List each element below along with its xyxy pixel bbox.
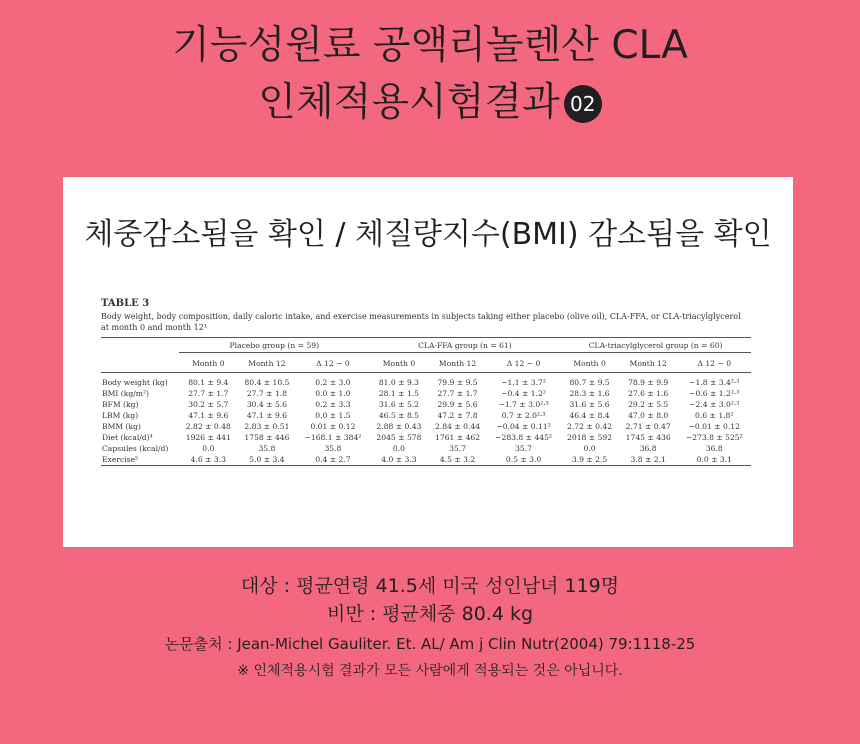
- table-cell: 4.0 ± 3.3: [381, 455, 417, 464]
- sub-header: Month 12: [238, 353, 297, 373]
- table-row: [101, 443, 751, 454]
- row-label: LBM (kg): [102, 411, 139, 420]
- table-cell: 0.0: [392, 444, 405, 453]
- group-header: Placebo group (n = 59): [179, 338, 370, 353]
- table-cell: 2045 ± 578: [376, 433, 422, 442]
- table-cell: 28.1 ± 1.5: [378, 389, 420, 398]
- table-cell: 3.8 ± 2.1: [630, 455, 666, 464]
- number-badge: 02: [564, 85, 602, 123]
- table-cell: 29.9 ± 5.6: [437, 400, 478, 409]
- table-cell: 27.7 ± 1.8: [246, 389, 288, 398]
- page-title-line1: 기능성원료 공액리놀렌산 CLA: [172, 23, 688, 68]
- table-cell: 29.2 ± 5.5: [628, 400, 669, 409]
- table-cell: 0.01 ± 0.12: [310, 422, 356, 431]
- row-label: BFM (kg): [102, 400, 139, 409]
- table-cell: 1758 ± 446: [244, 433, 290, 442]
- table-cell: 0.0 ± 1.5: [315, 411, 351, 420]
- table-cell: −273.8 ± 525²: [685, 433, 743, 442]
- table-cell: 4.5 ± 3.2: [439, 455, 476, 464]
- table-caption: Body weight, body composition, daily caloric intake, and exercise measurements in subjects taking either placebo (olive oil), CLA-FFA, or CLA-triacylglycerol at month 0 and month 12¹: [101, 312, 741, 332]
- page-title-line2: [0, 78, 860, 128]
- table-row: [101, 432, 751, 443]
- row-label: Body weight (kg): [102, 378, 168, 387]
- table-cell: 35.7: [449, 444, 467, 453]
- table-cell: 31.6 ± 5.6: [569, 400, 610, 409]
- table-cell: −168.1 ± 384²: [304, 433, 362, 442]
- table-cell: 47.0 ± 8.0: [628, 411, 669, 420]
- table-cell: 2.71 ± 0.47: [625, 422, 671, 431]
- table-label: TABLE 3: [101, 298, 150, 309]
- table-cell: 81.0 ± 9.3: [378, 378, 420, 387]
- table-cell: 1745 ± 436: [625, 433, 671, 442]
- table-cell: 1926 ± 441: [185, 433, 231, 442]
- table-cell: 2.84 ± 0.44: [435, 422, 481, 431]
- card-heading: 체중감소됨을 확인 / 체질량지수(BMI) 감소됨을 확인: [84, 217, 772, 252]
- table-cell: 47.1 ± 9.6: [246, 411, 288, 420]
- table-cell: 2018 ± 592: [567, 433, 613, 442]
- table-cell: 0.4 ± 2.7: [315, 455, 351, 464]
- table-cell: 0.0 ± 1.0: [315, 389, 351, 398]
- study-table-image: [101, 298, 751, 466]
- table-cell: 5.0 ± 3.4: [249, 455, 285, 464]
- table-cell: −0.4 ± 1.2²: [501, 389, 546, 398]
- table-cell: 30.4 ± 5.6: [246, 400, 288, 409]
- table-cell: 35.7: [515, 444, 533, 453]
- table-row: [101, 410, 751, 421]
- table-cell: −1.1 ± 3.7²: [501, 378, 546, 387]
- row-label: BMM (kg): [102, 422, 141, 431]
- table-cell: 36.8: [705, 444, 723, 453]
- header-empty: [101, 338, 179, 353]
- table-cell: −2.4 ± 3.0²·³: [689, 400, 740, 409]
- table-cell: 0.0: [583, 444, 596, 453]
- table-cell: 80.4 ± 10.5: [244, 378, 290, 387]
- table-cell: 2.88 ± 0.43: [376, 422, 422, 431]
- sub-header: Δ 12 − 0: [678, 353, 752, 373]
- group-header: CLA-FFA group (n = 61): [370, 338, 561, 353]
- table-cell: 79.9 ± 9.5: [437, 378, 478, 387]
- table-cell: 46.5 ± 8.5: [378, 411, 420, 420]
- table-cell: 28.3 ± 1.6: [569, 389, 610, 398]
- table-cell: −1.7 ± 3.0²·³: [498, 400, 549, 409]
- group-header: CLA-triacylglycerol group (n = 60): [560, 338, 751, 353]
- table-cell: 47.2 ± 7.8: [437, 411, 478, 420]
- table-cell: 27.6 ± 1.6: [628, 389, 669, 398]
- table-cell: 78.9 ± 9.9: [628, 378, 669, 387]
- result-card: [63, 177, 793, 547]
- table-cell: 31.6 ± 5.2: [378, 400, 420, 409]
- table-cell: 0.5 ± 3.0: [505, 455, 542, 464]
- row-label: BMI (kg/m²): [102, 389, 149, 398]
- table-cell: 27.7 ± 1.7: [188, 389, 229, 398]
- source-citation: 논문출처 : Jean-Michel Gauliter. Et. AL/ Am j Clin Nutr(2004) 79:1118-25: [164, 635, 696, 653]
- table-cell: −0.6 ± 1.2²·³: [689, 389, 740, 398]
- table-cell: 36.8: [639, 444, 657, 453]
- table-cell: 4.6 ± 3.3: [190, 455, 226, 464]
- row-label: Exercise⁵: [102, 455, 139, 464]
- results-table: [101, 338, 751, 466]
- table-cell: 0.2 ± 3.3: [315, 400, 351, 409]
- sub-header: Δ 12 − 0: [296, 353, 369, 373]
- row-label: Capsules (kcal/d): [102, 444, 169, 453]
- sub-header: Month 12: [428, 353, 487, 373]
- table-cell: 47.1 ± 9.6: [188, 411, 229, 420]
- sub-header: Month 0: [370, 353, 429, 373]
- table-row: [101, 388, 751, 399]
- table-cell: 0.6 ± 1.8²: [695, 411, 734, 420]
- table-cell: 80.1 ± 9.4: [188, 378, 229, 387]
- table-row: [101, 399, 751, 410]
- disclaimer-note: ※ 인체적용시험 결과가 모든 사람에게 적용되는 것은 아닙니다.: [237, 663, 623, 679]
- table-cell: −0.01 ± 0.12: [688, 422, 740, 431]
- sub-header: Month 12: [619, 353, 678, 373]
- table-cell: 35.8: [324, 444, 342, 453]
- table-cell: 3.9 ± 2.5: [571, 455, 608, 464]
- table-cell: 0.0: [202, 444, 215, 453]
- subjects-info: 대상 : 평균연령 41.5세 미국 성인남녀 119명: [240, 575, 620, 597]
- table-cell: 0.2 ± 3.0: [315, 378, 351, 387]
- sub-header-row: [101, 353, 751, 373]
- sub-header-empty: [101, 353, 179, 373]
- row-label: Diet (kcal/d)⁴: [102, 433, 153, 442]
- table-cell: 80.7 ± 9.5: [569, 378, 610, 387]
- table-cell: 35.8: [258, 444, 276, 453]
- table-cell: 46.4 ± 8.4: [569, 411, 610, 420]
- table-row: [101, 454, 751, 466]
- table-cell: 2.72 ± 0.42: [567, 422, 613, 431]
- table-cell: 1761 ± 462: [435, 433, 481, 442]
- obesity-info: 비만 : 평균체중 80.4 kg: [326, 603, 534, 625]
- sub-header: Month 0: [179, 353, 238, 373]
- table-body: [101, 373, 751, 466]
- table-row: [101, 421, 751, 432]
- table-cell: 27.7 ± 1.7: [437, 389, 478, 398]
- group-header-row: [101, 338, 751, 353]
- table-cell: 2.83 ± 0.51: [244, 422, 290, 431]
- table-cell: −0.04 ± 0.11²: [496, 422, 551, 431]
- table-cell: −283.8 ± 445²: [495, 433, 552, 442]
- table-cell: 0.0 ± 3.1: [696, 455, 732, 464]
- sub-header: Month 0: [560, 353, 619, 373]
- table-cell: 2.82 ± 0.48: [185, 422, 231, 431]
- table-cell: 30.2 ± 5.7: [188, 400, 229, 409]
- table-cell: −1.8 ± 3.4²·³: [689, 378, 740, 387]
- sub-header: Δ 12 − 0: [487, 353, 560, 373]
- table-row: [101, 373, 751, 389]
- table-cell: 0.7 ± 2.0²·³: [501, 411, 546, 420]
- page-title-text: 인체적용시험결과: [258, 80, 560, 125]
